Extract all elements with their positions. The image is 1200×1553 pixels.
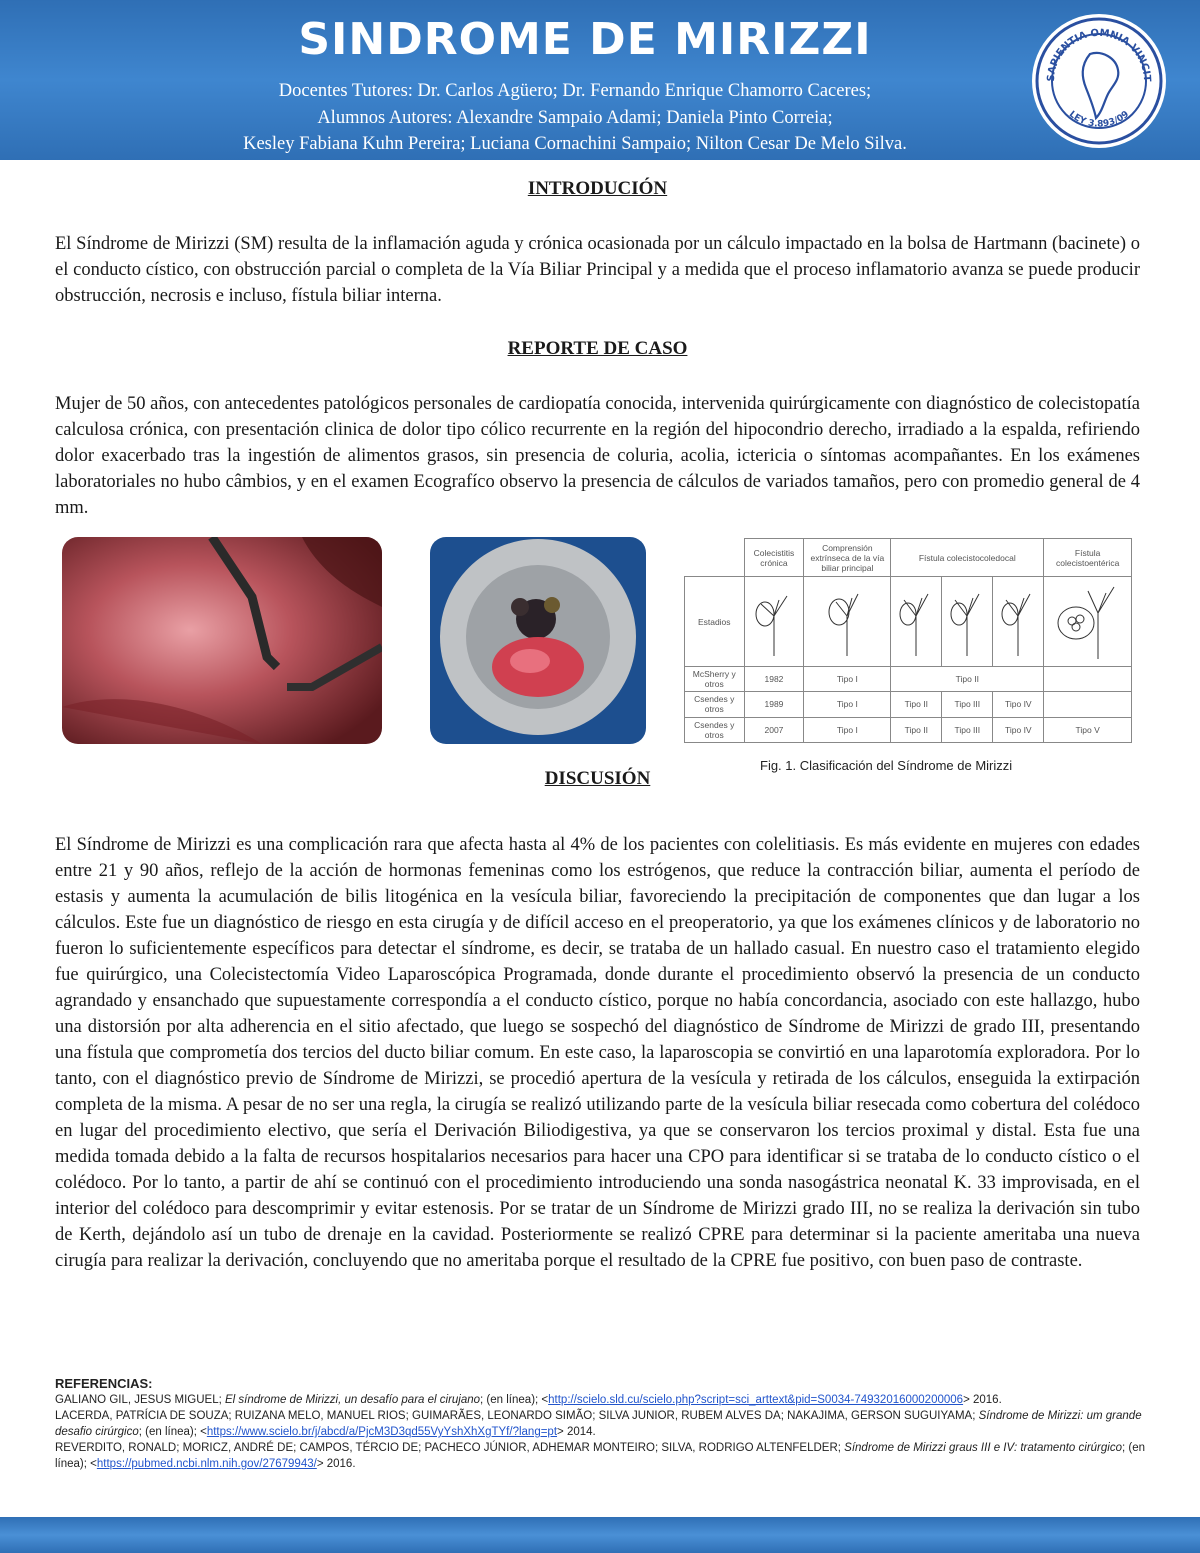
reference-1: GALIANO GIL, JESUS MIGUEL; El síndrome de Mirizzi, un desafío para el cirujano; (en línea); <http://scielo.sld.cu/scielo.php?script=sci_arttext&pid=S0034-74932016000200006> 2016. (55, 1394, 1002, 1406)
table-cell: Tipo III (942, 692, 993, 717)
gallstones-photo (430, 537, 646, 744)
figure-caption: Fig. 1. Clasificación del Síndrome de Mirizzi (760, 758, 1013, 773)
table-cell: Tipo IV (993, 717, 1044, 742)
seal-motto: SAPIENTIA OMNIA VINCIT (1045, 27, 1153, 82)
table-row-label: Csendes y otros (685, 717, 745, 742)
table-cell: Tipo II (891, 667, 1044, 692)
table-cell: Tipo II (891, 717, 942, 742)
table-row-label: McSherry y otros (685, 667, 745, 692)
seal-law: LEY 3.893/09 (1066, 109, 1132, 130)
discussion-heading: DISCUSIÓN (544, 768, 651, 789)
reference-2: LACERDA, PATRÍCIA DE SOUZA; RUIZANA MELO, MANUEL RIOS; GUIMARÃES, LEONARDO SIMÃO; SILVA JUNIOR, RUBEM ALVES DA; NAKAJIMA, GERSON SUGUIYAMA; Síndrome de Mirizzi: um grande desafio cirúrgico; (en línea); <https://www.scielo.br/j/abcd/a/PjcM3D3qd55VyYshXhXgTYf/?lang=pt> 2014. (55, 1410, 1142, 1438)
poster-title: SINDROME DE MIRIZZI (298, 14, 872, 65)
diagram-type-3a (891, 577, 942, 667)
diagram-type-4 (1044, 577, 1132, 667)
diagram-type-2 (804, 577, 891, 667)
reference-1-link[interactable]: http://scielo.sld.cu/scielo.php?script=sci_arttext&pid=S0034-74932016000200006 (548, 1394, 964, 1406)
case-text: Mujer de 50 años, con antecedentes patológicos personales de cardiopatía conocida, intervenida quirúrgicamente con diagnóstico de colecistopatía calculosa crónica, con presentación clinica de dolor tipo cólico recurrente en la región del hipocondrio derecho, irradiado a la espalda, refiriendo dolor exacerbado tras la ingestión de alimentos grasos, sin presencia de coluria, acolia, ictericia o síntomas acompañantes. En los exámenes laboratoriales no hubo câmbios, y en el examen Ecografíco observo la presencia de cálculos de variados tamaños, pero con promedio general de 4 mm. (55, 394, 1140, 518)
authors-line-1: Alumnos Autores: Alexandre Sampaio Adami; Daniela Pinto Correia; (317, 107, 833, 128)
footer-banner (0, 1517, 1200, 1553)
table-cell: Tipo I (804, 692, 891, 717)
reference-2-link[interactable]: https://www.scielo.br/j/abcd/a/PjcM3D3qd55VyYshXhXgTYf/?lang=pt (206, 1426, 558, 1438)
intro-text: El Síndrome de Mirizzi (SM) resulta de la inflamación aguda y crónica ocasionada por un cálculo impactado en la bolsa de Hartmann (bacinete) o el conducto cístico, con obstrucción parcial o completa de la Vía Biliar Principal y a medida que el proceso inflamatorio avanza se puede producir obstrucción, necrosis e incluso, fístula biliar interna. (55, 234, 1140, 306)
table-cell: Tipo V (1044, 717, 1132, 742)
table-cell: 1982 (744, 667, 804, 692)
references-heading: REFERENCIAS: (55, 1376, 153, 1391)
table-cell: Tipo I (804, 667, 891, 692)
table-cell: Tipo II (891, 692, 942, 717)
diagram-type-3b (942, 577, 993, 667)
authors-line-2: Kesley Fabiana Kuhn Pereira; Luciana Cornachini Sampaio; Nilton Cesar De Melo Silva. (243, 134, 907, 154)
table-header-3: Fístula colecistocoledocal (891, 539, 1044, 577)
diagram-type-1 (744, 577, 804, 667)
reference-3: REVERDITO, RONALD; MORICZ, ANDRÉ DE; CAMPOS, TÉRCIO DE; PACHECO JÚNIOR, ADHEMAR MONTEIRO; SILVA, RODRIGO ALTENFELDER; Síndrome de Mirizzi graus III e IV: tratamento cirúrgico; (en línea); <https://pubmed.ncbi.nlm.nih.gov/27679943/> 2016. (55, 1442, 1145, 1470)
intro-heading: INTRODUCIÓN (527, 178, 668, 199)
table-header-1: Colecistitis crónica (744, 539, 804, 577)
table-cell: Tipo IV (993, 692, 1044, 717)
reference-3-link[interactable]: https://pubmed.ncbi.nlm.nih.gov/27679943/ (96, 1458, 317, 1470)
table-cell: 2007 (744, 717, 804, 742)
discussion-text: El Síndrome de Mirizzi es una complicación rara que afecta hasta al 4% de los pacientes con colelitiasis. Es más evidente en mujeres con edades entre 21 y 90 años, reflejo de la acción de hormonas femeninas como los estrógenos, que reduce la contracción biliar, aumenta el período de estasis y aumenta la acumulación de bilis litogénica en la vesícula biliar, favoreciendo la precipitación de componentes que dan lugar a los cálculos. Este fue un diagnóstico de riesgo en esta cirugía y de difícil acceso en el preoperatorio, ya que los exámenes clínicos y de laboratorio no fueron lo suficientemente específicos para detectar el síndrome, es decir, se trataba de un hallado casual. En nuestro caso el tratamiento elegido fue quirúrgico, una Colecistectomía Video Laparoscópica Programada, donde durante el procedimiento observó la presencia de un conducto agrandado y ensanchado que supuestamente correspondía a el conducto cístico, porque no había concordancia, asociado con este hallazgo, hubo una distorsión por alta adherencia en el sitio afectado, que luego se sospechó del diagnóstico de Síndrome de Mirizzi de grado III, presentando una fístula que comprometía dos tercios del ducto biliar comum. En este caso, la laparoscopia se convirtió en una laparotomía exploradora. Por lo tanto, con el diagnóstico previo de Síndrome de Mirizzi, se procedió apertura de la vesícula y retirada de los cálculos, enseguida la extirpación completa de la misma. A pesar de no ser una regla, la cirugía se realizó utilizando parte de la vesícula biliar resecada como cobertura del colédoco en lugar del procedimiento electivo, que sería el Derivación Biliodigestiva, ya que se conservaron los tercios proximal y distal. Esta fue una medida tomada debido a la falta de recursos hospitalarios necesarios para hacer una CPO para identificar si se trataba de lo conducto cístico o el colédoco. Por lo tanto, a partir de ahí se continuó con el procedimiento introduciendo una sonda nasogástrica neonatal K. 33 improvisada, en el interior del colédoco para descomprimir y evitar estenosis. Por se tratar de un Síndrome de Mirizzi grado III, no se realiza la derivación sin tubo de Kerth, dejándolo así un tubo de drenaje en la cavidad. Posteriormente se realizó CPRE para determinar si la paciente ameritaba una nueva cirugía para realizar la derivación, concluyendo que no ameritaba porque el resultado de la CPRE fue positivo, con buen paso de contraste. (55, 835, 1140, 1271)
table-cell (1044, 692, 1132, 717)
mirizzi-classification-table (684, 538, 1132, 743)
header-banner (0, 0, 1200, 160)
table-cell: Tipo III (942, 717, 993, 742)
svg-text:SAPIENTIA OMNIA VINCIT (1046, 28, 1152, 82)
laparoscopy-photo (62, 537, 382, 744)
case-heading: REPORTE DE CASO (507, 338, 688, 359)
references (55, 1376, 1145, 1472)
diagram-type-3c (993, 577, 1044, 667)
table-header-4: Fístula colecistoentérica (1044, 539, 1132, 577)
table-stage-label: Estadios (685, 577, 745, 667)
tutors-line: Docentes Tutores: Dr. Carlos Agüero; Dr. Fernando Enrique Chamorro Caceres; (278, 81, 872, 101)
table-row-label: Csendes y otros (685, 692, 745, 717)
table-cell: 1989 (744, 692, 804, 717)
table-cell (1044, 667, 1132, 692)
table-header-2: Comprensión extrínseca de la vía biliar principal (804, 539, 891, 577)
university-seal-logo (1032, 14, 1166, 148)
table-cell: Tipo I (804, 717, 891, 742)
authors-block (0, 78, 1150, 158)
